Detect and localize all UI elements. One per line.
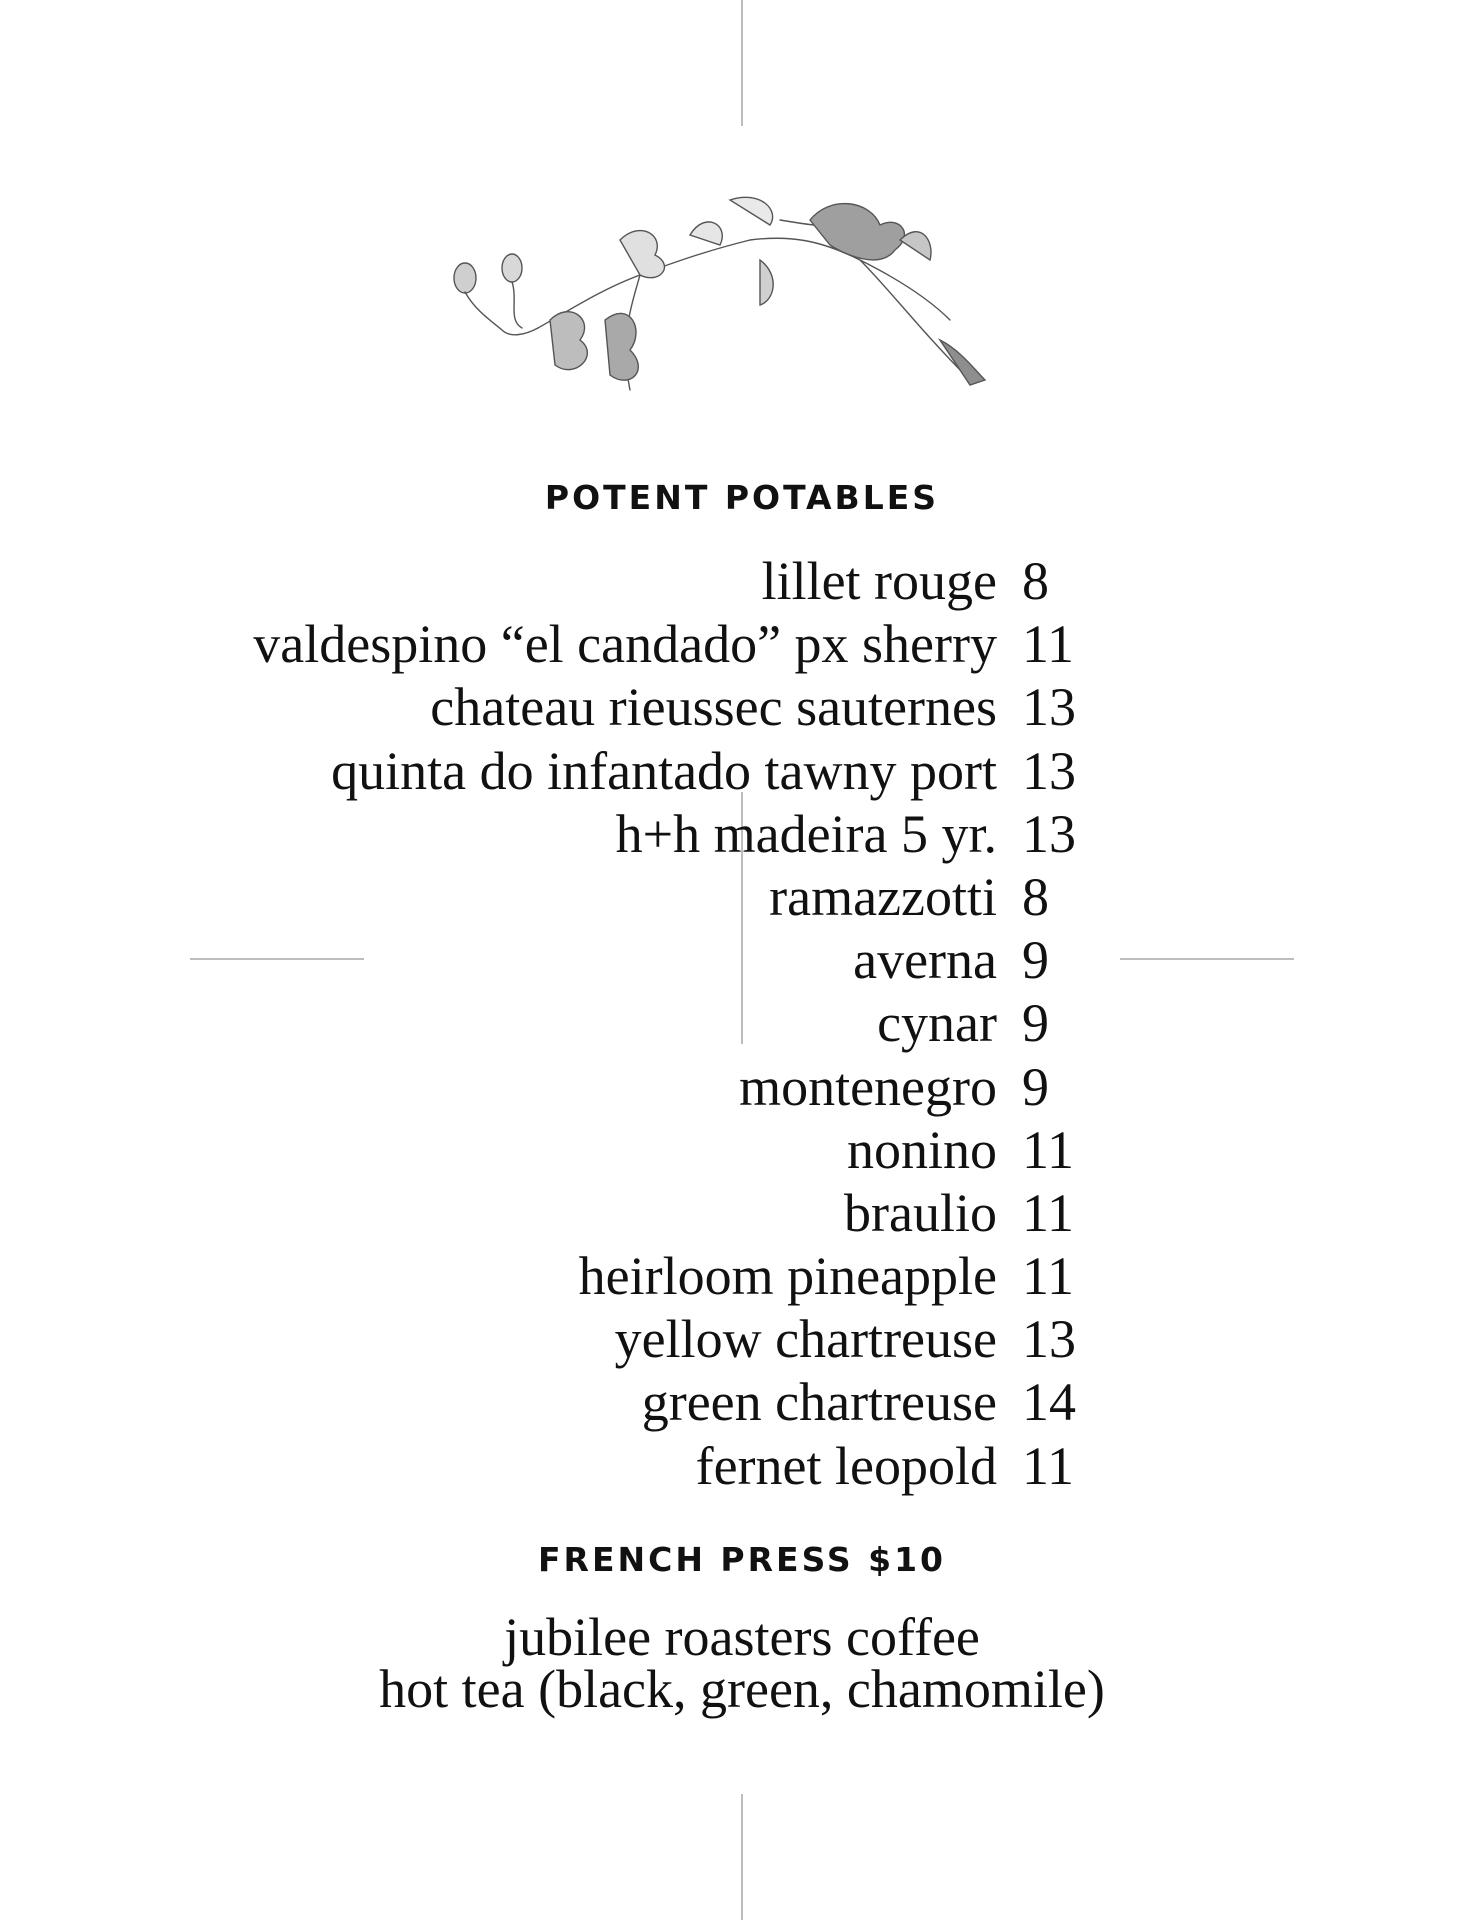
item-name: yellow chartreuse (614, 1309, 997, 1370)
list-item (0, 1245, 1484, 1308)
item-name: quinta do infantado tawny port (331, 740, 997, 801)
item-name: montenegro (739, 1056, 997, 1117)
item-name: green chartreuse (641, 1372, 997, 1433)
list-item (0, 740, 1484, 803)
item-price: 11 (1022, 1182, 1074, 1243)
tea-item: hot tea (black, green, chamomile) (379, 1659, 1105, 1719)
list-item (0, 1435, 1484, 1498)
list-item (0, 1182, 1484, 1245)
crop-mark-bottom (741, 1794, 743, 1920)
list-item (0, 929, 1484, 992)
item-price: 9 (1022, 1056, 1049, 1117)
item-name: cynar (877, 993, 997, 1054)
item-name: averna (853, 930, 997, 991)
item-price: 11 (1022, 1435, 1074, 1496)
item-name: valdespino “el candado” px sherry (253, 614, 997, 675)
item-name: ramazzotti (769, 866, 997, 927)
section-heading-potent-potables: POTENT POTABLES (544, 478, 940, 517)
list-item (0, 992, 1484, 1055)
item-price: 9 (1022, 993, 1049, 1054)
item-name: chateau rieussec sauternes (430, 677, 997, 738)
item-price: 8 (1022, 551, 1049, 611)
list-item (0, 676, 1484, 739)
item-name: fernet leopold (695, 1435, 997, 1496)
item-name: braulio (844, 1182, 997, 1243)
item-price: 8 (1022, 866, 1049, 927)
potent-potables-list (0, 550, 1484, 1498)
item-price: 11 (1022, 1119, 1074, 1180)
item-price: 11 (1022, 614, 1074, 675)
list-item (0, 1371, 1484, 1434)
coffee-item: jubilee roasters coffee (504, 1607, 980, 1667)
list-item (0, 1308, 1484, 1371)
item-price: 13 (1022, 803, 1076, 864)
item-price: 11 (1022, 1246, 1074, 1307)
section-heading-french-press: FRENCH PRESS $10 (537, 1540, 946, 1579)
item-name: heirloom pineapple (578, 1246, 997, 1307)
item-price: 13 (1022, 677, 1076, 738)
list-item (0, 1119, 1484, 1182)
crop-mark-top (741, 0, 743, 126)
list-item (0, 550, 1484, 613)
item-price: 14 (1022, 1372, 1076, 1433)
list-item (0, 803, 1484, 866)
list-item (0, 866, 1484, 929)
item-price: 13 (1022, 1309, 1076, 1370)
list-item (0, 613, 1484, 676)
item-name: h+h madeira 5 yr. (615, 803, 997, 864)
item-price: 9 (1022, 930, 1049, 991)
item-price: 13 (1022, 740, 1076, 801)
item-name: nonino (846, 1119, 997, 1180)
list-item (0, 1056, 1484, 1119)
item-name: lillet rouge (761, 551, 997, 611)
botanical-branch-sketch-icon (430, 180, 1070, 420)
